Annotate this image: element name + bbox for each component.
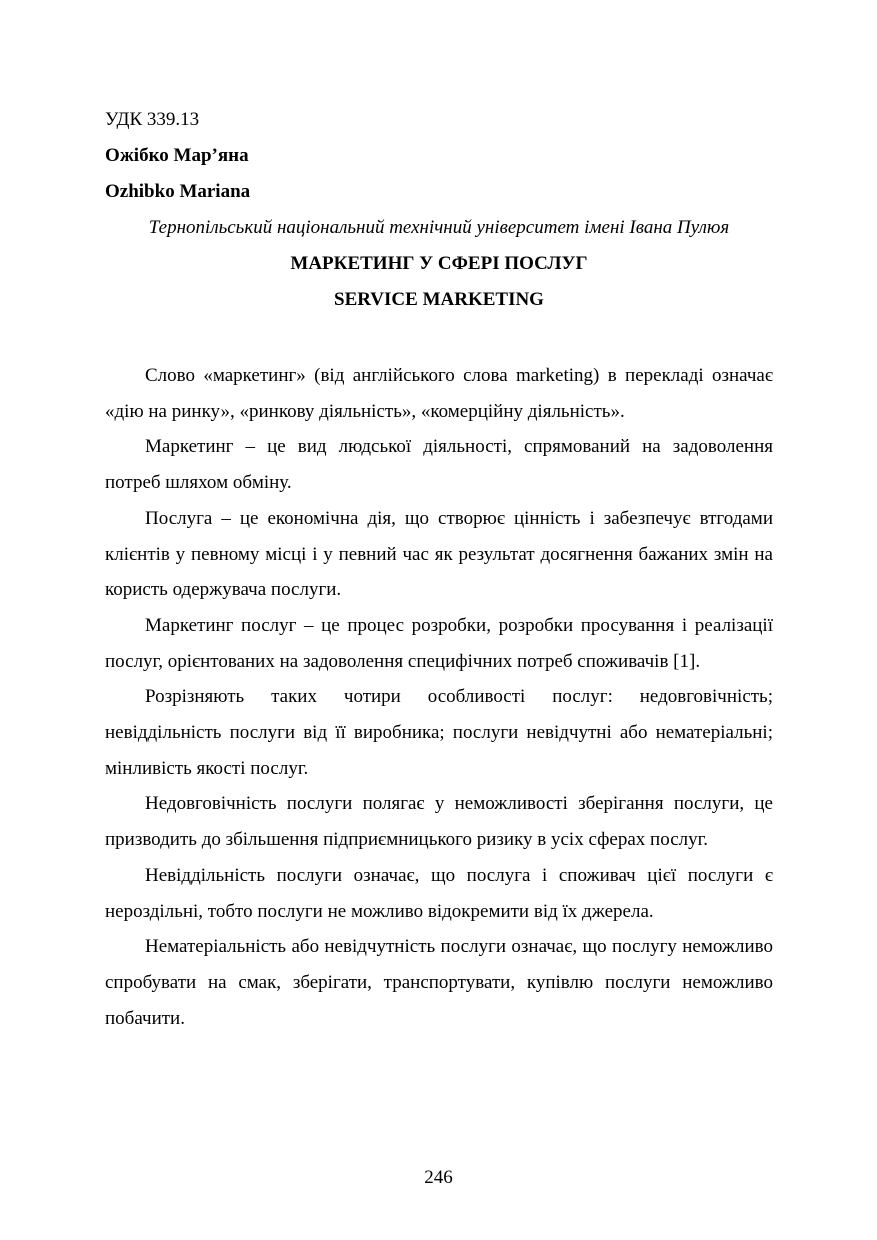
paper-page <box>105 102 773 1036</box>
page-number: 246 <box>424 1167 453 1188</box>
paragraph: Маркетинг послуг – це процес розробки, розробки просування і реалізації послуг, орієнтованих на задоволення специфічних потреб споживачів [1]. <box>105 614 773 672</box>
paragraph: Маркетинг – це вид людської діяльності, спрямований на задоволення потреб шляхом обміну. <box>105 436 773 494</box>
affiliation: Тернопільський національний технічний університет імені Івана Пулюя <box>148 217 730 238</box>
paragraph: Нематеріальність або невідчутність послуги означає, що послугу неможливо спробувати на смак, зберігати, транспортувати, купівлю послуги неможливо побачити. <box>105 936 773 1029</box>
paper-title-uk: МАРКЕТИНГ У СФЕРІ ПОСЛУГ <box>290 253 588 274</box>
paragraph: Невіддільність послуги означає, що послуга і споживач цієї послуги є нероздільні, тобто послуги не можливо відокремити від їх джерела. <box>105 864 773 922</box>
author-name-en: Ozhibko Mariana <box>105 181 251 202</box>
paragraph: Розрізняють таких чотири особливості послуг: недовговічність; невіддільність послуги від її виробника; послуги невідчутні або нематеріальні; мінливість якості послуг. <box>105 686 773 779</box>
paper-title-en: SERVICE MARKETING <box>334 289 544 310</box>
paragraph: Послуга – це економічна дія, що створює цінність і забезпечує втгодами клієнтів у певному місці і у певний час як результат досягнення бажаних змін на користь одержувача послуги. <box>105 507 773 601</box>
paragraph: Слово «маркетинг» (від англійського слова marketing) в перекладі означає «дію на ринку», «ринкову діяльність», «комерційну діяльність». <box>105 365 773 422</box>
paper-body <box>105 358 773 1036</box>
paragraph: Недовговічність послуги полягає у неможливості зберігання послуги, це призводить до збільшення підприємницького ризику в усіх сферах послуг. <box>105 793 773 851</box>
author-name-uk: Ожібко Мар’яна <box>105 145 249 166</box>
udc-code: УДК 339.13 <box>105 109 200 130</box>
